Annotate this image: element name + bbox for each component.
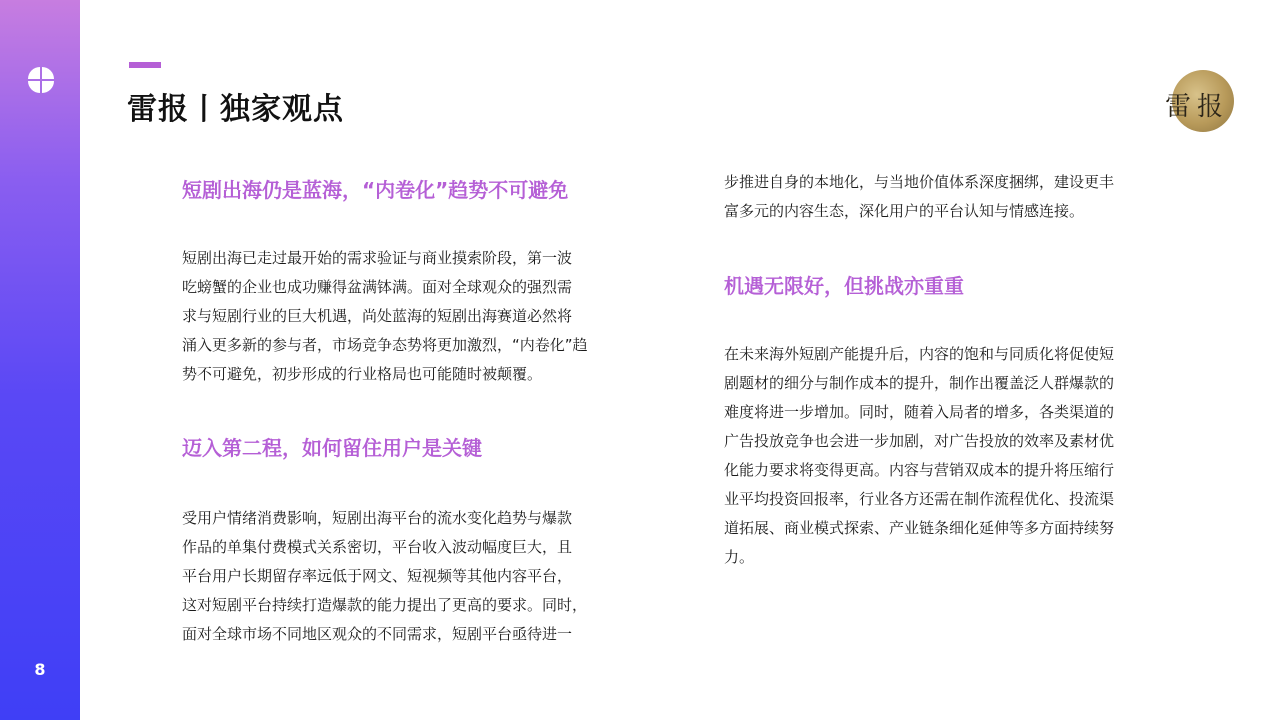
paragraph-line: 受用户情绪消费影响，短剧出海平台的流水变化趋势与爆款	[182, 509, 573, 527]
paragraph-line: 在未来海外短剧产能提升后，内容的饱和与同质化将促使短	[724, 345, 1115, 363]
brand-text: 雷报	[1165, 92, 1230, 122]
paragraph-line: 广告投放竞争也会进一步加剧，对广告投放的效率及素材优	[724, 432, 1115, 450]
paragraph-3	[724, 340, 1114, 572]
paragraph-line: 求与短剧行业的巨大机遇，尚处蓝海的短剧出海赛道必然将	[182, 307, 573, 325]
title-accent-bar	[129, 62, 161, 68]
paragraph-line: 剧题材的细分与制作成本的提升，制作出覆盖泛人群爆款的	[724, 374, 1115, 392]
paragraph-line: 势不可避免，初步形成的行业格局也可能随时被颠覆。	[182, 365, 543, 383]
paragraph-line: 道拓展、商业模式探索、产业链条细化延伸等多方面持续努	[724, 519, 1115, 537]
paragraph-line: 难度将进一步增加。同时，随着入局者的增多，各类渠道的	[724, 403, 1115, 421]
section-heading-2: 迈入第二程，如何留住用户是关键	[182, 436, 482, 460]
paragraph-line: 步推进自身的本地化，与当地价值体系深度捆绑，建设更丰	[724, 173, 1115, 191]
paragraph-line: 短剧出海已走过最开始的需求验证与商业摸索阶段，第一波	[182, 249, 573, 267]
paragraph-line: 作品的单集付费模式关系密切，平台收入波动幅度巨大，且	[182, 538, 573, 556]
page-number: 8	[34, 660, 46, 679]
section-heading-1: 短剧出海仍是蓝海，“内卷化”趋势不可避免	[182, 178, 569, 202]
paragraph-continued	[724, 168, 1114, 226]
paragraph-1	[182, 244, 588, 389]
paragraph-line: 化能力要求将变得更高。内容与营销双成本的提升将压缩行	[724, 461, 1115, 479]
brand-logo	[1160, 70, 1240, 136]
paragraph-2	[182, 504, 587, 649]
paragraph-line: 富多元的内容生态，深化用户的平台认知与情感连接。	[724, 202, 1085, 220]
paragraph-line: 涌入更多新的参与者，市场竞争态势将更加激烈，“内卷化”趋	[182, 336, 588, 354]
page-title: 雷报丨独家观点	[127, 92, 344, 127]
paragraph-line: 这对短剧平台持续打造爆款的能力提出了更高的要求。同时，	[182, 596, 588, 614]
paragraph-line: 业平均投资回报率，行业各方还需在制作流程优化、投流渠	[724, 490, 1115, 508]
section-heading-3: 机遇无限好，但挑战亦重重	[724, 274, 964, 298]
paragraph-line: 力。	[724, 548, 755, 566]
sidebar	[0, 0, 80, 720]
logo-icon	[27, 66, 55, 94]
paragraph-line: 吃螃蟹的企业也成功赚得盆满钵满。面对全球观众的强烈需	[182, 278, 573, 296]
paragraph-line: 面对全球市场不同地区观众的不同需求，短剧平台亟待进一	[182, 625, 573, 643]
paragraph-line: 平台用户长期留存率远低于网文、短视频等其他内容平台，	[182, 567, 573, 585]
